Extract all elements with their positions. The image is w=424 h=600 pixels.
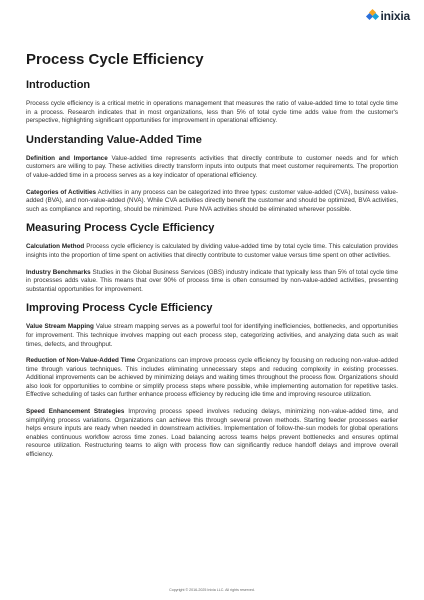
paragraph <box>26 408 398 460</box>
logo-diamond-icon <box>367 10 379 22</box>
paragraph-lead: Speed Enhancement Strategies <box>26 408 125 416</box>
copyright-footer: Copyright © 2016-2025 Inixia LLC. All rights reserved. <box>169 588 255 592</box>
document-body <box>26 79 398 468</box>
paragraph-text: Value stream mapping serves as a powerful tool for identifying inefficiencies, bottlenecks, and opportunities for improvement. This technique involves mapping out each process step, categorizing activities, and analyzing data such as wait times, defects, and throughput. <box>26 323 399 348</box>
paragraph <box>26 189 398 215</box>
paragraph-lead: Industry Benchmarks <box>26 268 91 276</box>
section <box>26 302 398 459</box>
brand-name: inixia <box>380 9 410 23</box>
section-heading: Improving Process Cycle Efficiency <box>26 302 213 315</box>
paragraph <box>26 155 398 181</box>
paragraph-lead: Reduction of Non-Value-Added Time <box>26 357 136 365</box>
section-heading: Introduction <box>26 79 91 91</box>
paragraph-lead: Categories of Activities <box>26 188 97 196</box>
paragraph-text: Activities in any process can be categorized into three types: customer value-added (CVA), business value-added (BVA), and non-value-added (NVA). While CVA activities directly benefit the customer and should be optimized, BVA activities, such as compliance and reporting, should be minimized. Pure NVA activities should be eliminated wherever possible. <box>26 188 398 213</box>
section <box>26 79 398 126</box>
section <box>26 134 398 215</box>
paragraph <box>26 269 398 295</box>
section <box>26 222 398 294</box>
paragraph-text: Process cycle efficiency is calculated by dividing value-added time by total cycle time. This calculation provides insights into the proportion of time spent on activities that directly contribute to customer value versus time spent on other activities. <box>26 243 399 259</box>
paragraph-text: Studies in the Global Business Services (GBS) industry indicate that typically less than 5% of total cycle time in processes adds value. This means that over 90% of process time is often consumed by non-value-added activities, presenting substantial opportunities for improvement. <box>26 268 399 293</box>
paragraph-lead: Value Stream Mapping <box>26 323 94 331</box>
brand-logo <box>367 9 410 23</box>
paragraph-text: Improving process speed involves reducing delays, minimizing non-value-added time, and simplifying process variations. Organizations can achieve this through several proven methods. Starting feeder processes earlier helps ensure inputs are ready when needed in downstream activities. Implementation of follow-the-sun models for global operations enables continuous workflow across time zones. Load balancing across teams helps prevent bottlenecks and ensures optimal resource utilization. Restructuring teams to align with process flow can significantly reduce handoff delays and improve overall efficiency. <box>26 408 398 459</box>
paragraph <box>26 323 398 349</box>
paragraph <box>26 100 398 126</box>
paragraph <box>26 243 398 260</box>
paragraph-lead: Calculation Method <box>26 243 85 251</box>
section-heading: Understanding Value-Added Time <box>26 133 202 146</box>
paragraph-text: Process cycle efficiency is a critical metric in operations management that measures the ratio of value-added time to total cycle time in a process. Research indicates that in most organizations, less than 5% of total cycle time adds value from the customer's perspective, highlighting significant opportunities for improvement in operational efficiency. <box>26 100 398 125</box>
paragraph-text: Organizations can improve process cycle efficiency by focusing on reducing non-value-added time through various techniques. This includes eliminating unnecessary steps and reducing complexity in existing processes. Additional improvements can be achieved by minimizing delays and waiting times throughout the process flow. Organizations should also look for opportunities to combine or simplify process steps where possible, while implementing automation for repetitive tasks. Effective scheduling of tasks can further enhance process efficiency by reducing idle time and improving resource utilization. <box>26 357 398 399</box>
paragraph <box>26 357 398 400</box>
page-title: Process Cycle Efficiency <box>26 51 204 68</box>
paragraph-text: Value-added time represents activities that directly contribute to customer needs and for which customers are willing to pay. These activities directly transform inputs into outputs that meet customer requirements. The proportion of value-added time in a process serves as a key indicator of operational efficiency. <box>26 154 399 179</box>
section-heading: Measuring Process Cycle Efficiency <box>26 222 215 235</box>
paragraph-lead: Definition and Importance <box>26 154 108 162</box>
